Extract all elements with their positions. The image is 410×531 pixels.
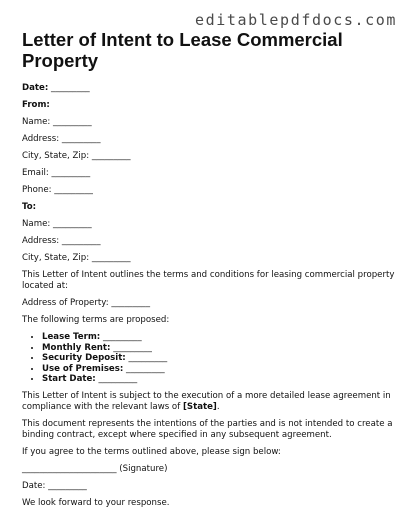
- terms-list: [22, 332, 400, 385]
- term-blank: _________: [102, 332, 142, 342]
- document-title: Letter of Intent to Lease Commercial Property: [22, 29, 343, 71]
- date-label: Date:: [22, 83, 49, 93]
- from-address: Address: _________: [22, 134, 101, 144]
- state-placeholder: [State]: [182, 401, 217, 412]
- to-heading: To:: [22, 202, 37, 212]
- term-label: Security Deposit:: [42, 353, 126, 363]
- to-name: Name: _________: [22, 219, 92, 229]
- term-item: [42, 374, 400, 385]
- term-label: Monthly Rent:: [42, 342, 111, 353]
- intro-paragraph: This Letter of Intent outlines the terms and conditions for leasing commercial property located at:: [22, 270, 398, 291]
- from-name: Name: _________: [22, 117, 92, 127]
- term-item: [42, 343, 400, 354]
- closing-line: We look forward to your response.: [22, 497, 170, 508]
- from-phone: Phone: _________: [22, 185, 93, 195]
- from-city-state-zip: City, State, Zip: _________: [22, 151, 131, 161]
- term-label: Lease Term:: [42, 332, 101, 342]
- sign-date: Date: _________: [22, 480, 87, 491]
- term-label: Use of Premises:: [42, 363, 124, 374]
- term-item: [42, 364, 400, 375]
- agree-line: If you agree to the terms outlined above, please sign below:: [22, 446, 281, 457]
- intentions-paragraph: This document represents the intentions of the parties and is not intended to create a binding contract, except where specified in any subsequent agreement.: [22, 418, 396, 440]
- term-blank: _________: [126, 363, 165, 374]
- subject-paragraph: [22, 391, 400, 413]
- terms-intro: The following terms are proposed:: [22, 315, 170, 325]
- term-item: [42, 332, 400, 343]
- from-heading: From:: [22, 100, 50, 110]
- to-address: Address: _________: [22, 236, 101, 246]
- signature-line: ______________________ (Signature): [22, 463, 168, 474]
- watermark: editablepdfdocs.com: [195, 11, 397, 29]
- from-email: Email: _________: [22, 168, 91, 178]
- term-item: [42, 353, 400, 364]
- property-address: Address of Property: _________: [22, 298, 151, 308]
- term-label: Start Date:: [42, 374, 96, 384]
- term-blank: _________: [128, 353, 168, 363]
- date-field: [22, 83, 400, 94]
- document: [22, 29, 400, 515]
- term-blank: _________: [113, 342, 152, 353]
- term-blank: _________: [98, 374, 138, 384]
- to-city-state-zip: City, State, Zip: _________: [22, 253, 131, 263]
- date-blank: _________: [51, 83, 90, 93]
- period: .: [216, 401, 220, 412]
- subject-text: This Letter of Intent is subject to the execution of a more detailed lease agreement in compliance with the relevant laws of: [22, 390, 394, 412]
